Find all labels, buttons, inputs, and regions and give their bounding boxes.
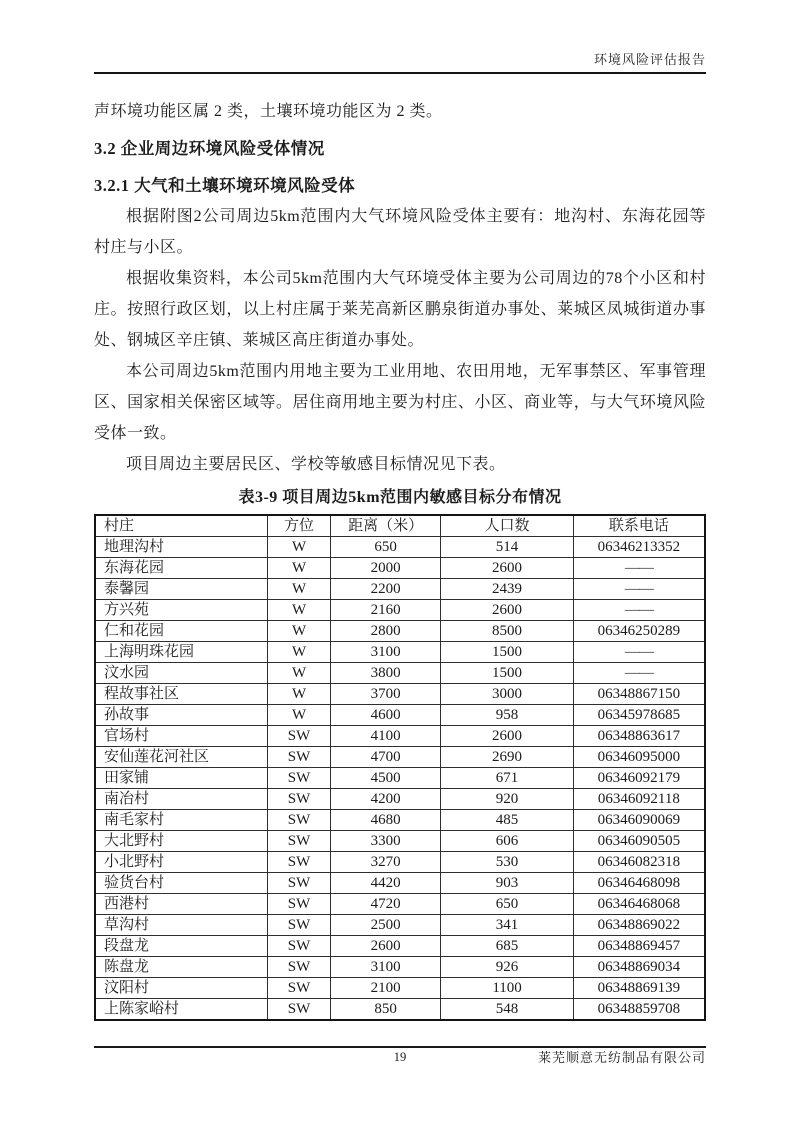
column-header: 距离（米） <box>330 515 440 537</box>
phone-cell: —— <box>573 642 705 663</box>
distance-cell: 2500 <box>330 915 440 936</box>
phone-cell: 06346250289 <box>573 621 705 642</box>
direction-cell: SW <box>268 957 331 978</box>
table-row <box>95 978 705 999</box>
phone-cell: 06346092179 <box>573 768 705 789</box>
village-cell: 安仙莲花河社区 <box>95 747 268 768</box>
table-row <box>95 957 705 978</box>
phone-cell: 06346082318 <box>573 852 705 873</box>
village-cell: 小北野村 <box>95 852 268 873</box>
phone-cell: 06346213352 <box>573 537 705 558</box>
table-row <box>95 789 705 810</box>
population-cell: 926 <box>441 957 573 978</box>
village-cell: 地理沟村 <box>95 537 268 558</box>
phone-cell: 06346468068 <box>573 894 705 915</box>
paragraph: 本公司周边5km范围内用地主要为工业用地、农田用地，无军事禁区、军事管理区、国家相关保密区域等。居住商用地主要为村庄、小区、商业等，与大气环境风险受体一致。 <box>94 363 706 442</box>
village-cell: 田家铺 <box>95 768 268 789</box>
page-content <box>94 96 706 1021</box>
direction-cell: SW <box>268 999 331 1021</box>
distance-cell: 3100 <box>330 642 440 663</box>
direction-cell: W <box>268 684 331 705</box>
population-cell: 2600 <box>441 726 573 747</box>
population-cell: 958 <box>441 705 573 726</box>
table-row <box>95 558 705 579</box>
population-cell: 548 <box>441 999 573 1021</box>
table-title: 表3-9 项目周边5km范围内敏感目标分布情况 <box>238 489 562 506</box>
population-cell: 2690 <box>441 747 573 768</box>
table-row <box>95 600 705 621</box>
table-row <box>95 537 705 558</box>
table-row <box>95 999 705 1021</box>
column-header: 人口数 <box>441 515 573 537</box>
direction-cell: SW <box>268 726 331 747</box>
direction-cell: W <box>268 663 331 684</box>
population-cell: 1100 <box>441 978 573 999</box>
footer-rule <box>94 1046 706 1048</box>
village-cell: 陈盘龙 <box>95 957 268 978</box>
village-cell: 仁和花园 <box>95 621 268 642</box>
distance-cell: 2000 <box>330 558 440 579</box>
phone-cell: —— <box>573 663 705 684</box>
village-cell: 孙故事 <box>95 705 268 726</box>
population-cell: 2439 <box>441 579 573 600</box>
subsection-heading: 3.2.1 大气和土壤环境环境风险受体 <box>94 176 356 195</box>
village-cell: 官场村 <box>95 726 268 747</box>
direction-cell: SW <box>268 768 331 789</box>
body-paragraphs <box>94 201 706 480</box>
paragraph: 根据收集资料，本公司5km范围内大气环境受体主要为公司周边的78个小区和村庄。按照行政区划，以上村庄属于莱芜高新区鹏泉街道办事处、莱城区凤城街道办事处、钢城区辛庄镇、莱城区高庄街道办事处。 <box>94 270 706 349</box>
direction-cell: SW <box>268 852 331 873</box>
distance-cell: 3270 <box>330 852 440 873</box>
direction-cell: W <box>268 621 331 642</box>
phone-cell: 06346090069 <box>573 810 705 831</box>
distance-cell: 850 <box>330 999 440 1021</box>
village-cell: 上海明珠花园 <box>95 642 268 663</box>
direction-cell: SW <box>268 831 331 852</box>
phone-cell: 06348869022 <box>573 915 705 936</box>
population-cell: 341 <box>441 915 573 936</box>
distance-cell: 3300 <box>330 831 440 852</box>
population-cell: 514 <box>441 537 573 558</box>
village-cell: 程故事社区 <box>95 684 268 705</box>
distance-cell: 3800 <box>330 663 440 684</box>
header-rule <box>94 72 706 74</box>
distance-cell: 3100 <box>330 957 440 978</box>
village-cell: 验货台村 <box>95 873 268 894</box>
column-header: 联系电话 <box>573 515 705 537</box>
paragraph: 项目周边主要居民区、学校等敏感目标情况见下表。 <box>126 456 506 473</box>
distance-cell: 4720 <box>330 894 440 915</box>
distance-cell: 4680 <box>330 810 440 831</box>
distance-cell: 3700 <box>330 684 440 705</box>
phone-cell: —— <box>573 600 705 621</box>
distance-cell: 2600 <box>330 936 440 957</box>
village-cell: 东海花园 <box>95 558 268 579</box>
phone-cell: 06348869457 <box>573 936 705 957</box>
paragraph: 根据附图2公司周边5km范围内大气环境风险受体主要有：地沟村、东海花园等村庄与小区。 <box>94 208 706 256</box>
distance-cell: 4700 <box>330 747 440 768</box>
page-number: 19 <box>393 1050 407 1064</box>
population-cell: 650 <box>441 894 573 915</box>
table-row <box>95 684 705 705</box>
population-cell: 3000 <box>441 684 573 705</box>
population-cell: 1500 <box>441 663 573 684</box>
village-cell: 上陈家峪村 <box>95 999 268 1021</box>
direction-cell: SW <box>268 810 331 831</box>
table-row <box>95 726 705 747</box>
direction-cell: SW <box>268 978 331 999</box>
distance-cell: 4500 <box>330 768 440 789</box>
table-row <box>95 852 705 873</box>
phone-cell: —— <box>573 579 705 600</box>
table-row <box>95 894 705 915</box>
distance-cell: 4100 <box>330 726 440 747</box>
phone-cell: 06345978685 <box>573 705 705 726</box>
intro-line: 声环境功能区属 2 类，土壤环境功能区为 2 类。 <box>94 103 443 120</box>
direction-cell: SW <box>268 747 331 768</box>
population-cell: 903 <box>441 873 573 894</box>
direction-cell: W <box>268 642 331 663</box>
population-cell: 2600 <box>441 600 573 621</box>
table-row <box>95 936 705 957</box>
population-cell: 685 <box>441 936 573 957</box>
distance-cell: 2100 <box>330 978 440 999</box>
population-cell: 920 <box>441 789 573 810</box>
distance-cell: 4200 <box>330 789 440 810</box>
phone-cell: 06348867150 <box>573 684 705 705</box>
population-cell: 2600 <box>441 558 573 579</box>
table-row <box>95 705 705 726</box>
phone-cell: —— <box>573 558 705 579</box>
direction-cell: W <box>268 537 331 558</box>
direction-cell: SW <box>268 894 331 915</box>
direction-cell: SW <box>268 915 331 936</box>
section-heading: 3.2 企业周边环境风险受体情况 <box>94 139 325 158</box>
village-cell: 南毛家村 <box>95 810 268 831</box>
table-row <box>95 663 705 684</box>
column-header: 方位 <box>268 515 331 537</box>
direction-cell: W <box>268 579 331 600</box>
table-row <box>95 747 705 768</box>
village-cell: 方兴苑 <box>95 600 268 621</box>
table-row <box>95 915 705 936</box>
phone-cell: 06346090505 <box>573 831 705 852</box>
phone-cell: 06348869139 <box>573 978 705 999</box>
village-cell: 段盘龙 <box>95 936 268 957</box>
direction-cell: SW <box>268 936 331 957</box>
population-cell: 606 <box>441 831 573 852</box>
table-row <box>95 579 705 600</box>
distance-cell: 2160 <box>330 600 440 621</box>
table-row <box>95 621 705 642</box>
distance-cell: 4600 <box>330 705 440 726</box>
direction-cell: W <box>268 600 331 621</box>
direction-cell: W <box>268 705 331 726</box>
distance-cell: 2800 <box>330 621 440 642</box>
phone-cell: 06346095000 <box>573 747 705 768</box>
phone-cell: 06348869034 <box>573 957 705 978</box>
village-cell: 南冶村 <box>95 789 268 810</box>
direction-cell: W <box>268 558 331 579</box>
population-cell: 671 <box>441 768 573 789</box>
table-row <box>95 642 705 663</box>
table-header-row <box>95 515 705 537</box>
phone-cell: 06346468098 <box>573 873 705 894</box>
footer-company: 莱芜顺意无纺制品有限公司 <box>537 1050 706 1065</box>
table-row <box>95 810 705 831</box>
table-row <box>95 873 705 894</box>
page-footer <box>94 1049 706 1067</box>
running-header <box>94 52 706 68</box>
village-cell: 西港村 <box>95 894 268 915</box>
village-cell: 汶阳村 <box>95 978 268 999</box>
village-cell: 大北野村 <box>95 831 268 852</box>
phone-cell: 06346092118 <box>573 789 705 810</box>
direction-cell: SW <box>268 873 331 894</box>
running-header-text: 环境风险评估报告 <box>593 52 706 67</box>
table-row <box>95 768 705 789</box>
sensitive-targets-table <box>94 514 706 1021</box>
column-header: 村庄 <box>95 515 268 537</box>
distance-cell: 2200 <box>330 579 440 600</box>
village-cell: 泰馨园 <box>95 579 268 600</box>
distance-cell: 650 <box>330 537 440 558</box>
table-row <box>95 831 705 852</box>
population-cell: 530 <box>441 852 573 873</box>
village-cell: 草沟村 <box>95 915 268 936</box>
population-cell: 485 <box>441 810 573 831</box>
phone-cell: 06348859708 <box>573 999 705 1021</box>
phone-cell: 06348863617 <box>573 726 705 747</box>
population-cell: 1500 <box>441 642 573 663</box>
village-cell: 汶水园 <box>95 663 268 684</box>
population-cell: 8500 <box>441 621 573 642</box>
direction-cell: SW <box>268 789 331 810</box>
distance-cell: 4420 <box>330 873 440 894</box>
